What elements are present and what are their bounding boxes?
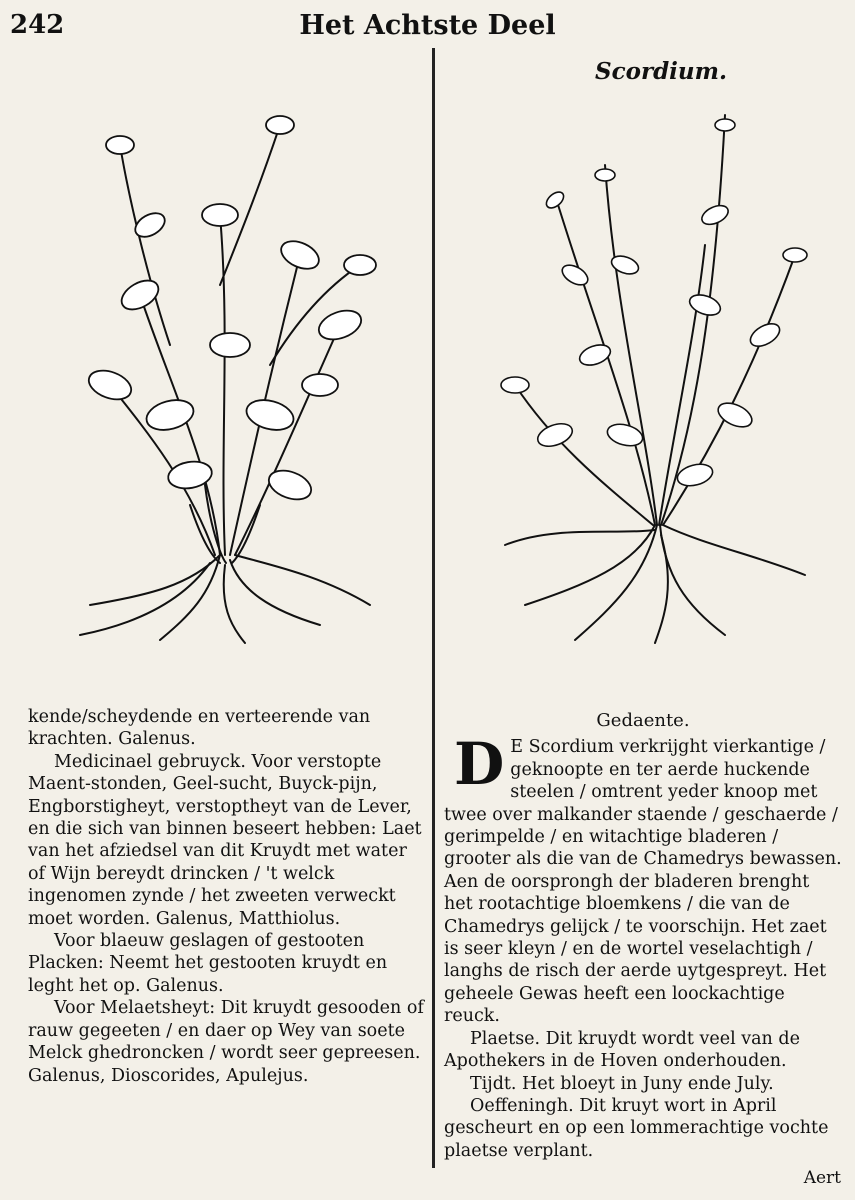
page-number: 242 [10, 10, 65, 40]
description-text: E Scordium verkrijght vierkantige / geknoopte en ter aerde huckende steelen / omtrent yeder knoop met twee over malkander staende / geschaerde / gerimpelde / en witachtige bladeren / grooter als die van de Chamedrys bewassen. Aen de oorsprongh der bladeren brenght het rootachtige bloemkens / die van de Chamedrys gelijck / te voorschijn. Het zaet is seer kleyn / en de wortel veselachtigh / langhs de risch der aerde uytgespreyt. Het geheele Gewas heeft een loockachtige reuck. [444, 737, 842, 1027]
left-paragraph-bruises: Voor blaeuw geslagen of gestooten Placken: Neemt het gestooten kruydt en leght het op. Galenus. [28, 931, 388, 996]
left-column [28, 706, 428, 1087]
left-paragraph-1: kende/scheydende en verteerende van krachten. Galenus. [28, 707, 371, 750]
drop-capital: D [454, 730, 505, 799]
plant-title-scordium: Scordium. [595, 58, 727, 85]
column-divider [432, 48, 435, 1168]
cultivation-paragraph: Oeffeningh. Dit kruyt wort in April gescheurt en op een lommerachtige vochte plaetse verplant. [444, 1095, 829, 1161]
left-paragraph-medicinal-use: Medicinael gebruyck. Voor verstopte Maent-stonden, Geel-sucht, Buyck-pijn, Engborstigheyt, verstoptheyt van de Lever, en die sich van binnen beseert hebben: Laet van het afziedsel van dit Kruydt met water of Wijn bereydt drincken / 't welck ingenomen zynde / het zweeten verweckt moet worden. Galenus, Matthiolus. [28, 751, 422, 929]
running-title: Het Achtste Deel [299, 10, 556, 41]
left-plant-woodcut [70, 85, 390, 645]
scordium-woodcut [495, 105, 815, 645]
catchword: Aert [803, 1168, 841, 1188]
description-paragraph [444, 730, 842, 1027]
right-column [444, 710, 842, 1162]
section-heading-gedaente: Gedaente. [596, 710, 690, 731]
place-paragraph: Plaetse. Dit kruydt wordt veel van de Apothekers in de Hoven onderhouden. [444, 1028, 800, 1072]
left-paragraph-leprosy: Voor Melaetsheyt: Dit kruydt gesooden of rauw gegeeten / en daer op Wey van soete Melck ghedroncken / wordt seer gepreesen. Galenus, Dioscorides, Apulejus. [28, 998, 424, 1086]
time-paragraph: Tijdt. Het bloeyt in Juny ende July. [470, 1073, 774, 1094]
